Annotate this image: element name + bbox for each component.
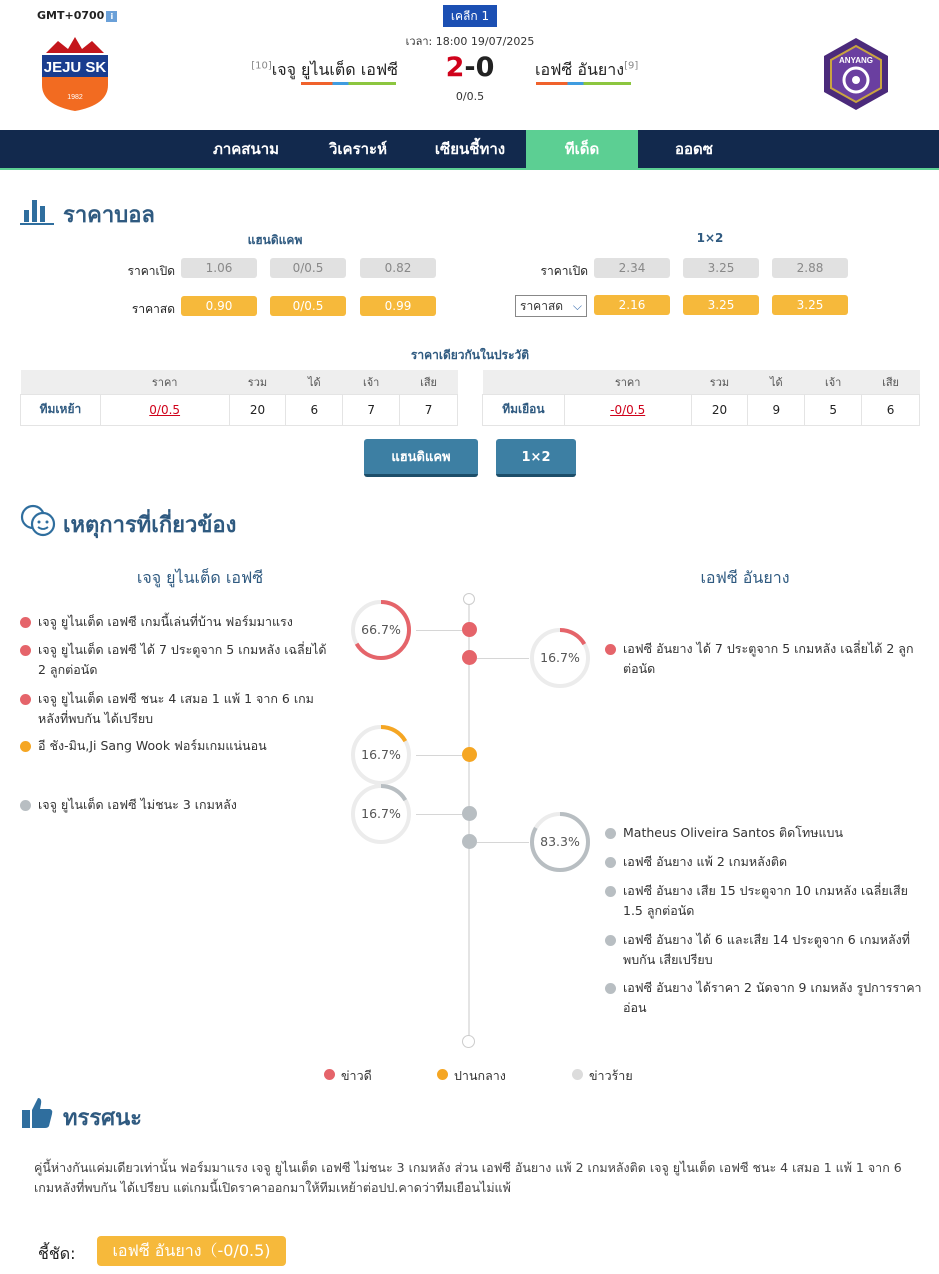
col-header: ได้: [286, 370, 343, 394]
chat-faces-icon: [20, 504, 56, 542]
1x2-live-draw: 3.25: [683, 295, 759, 315]
history-loss: 6: [862, 394, 920, 425]
col-header: ได้: [748, 370, 805, 394]
event-item: อี ชัง-มิน,Ji Sang Wook ฟอร์มเกมแน่นอน: [38, 738, 267, 753]
history-price-link[interactable]: -0/0.5: [564, 394, 691, 425]
gauge-label-home-good: 66.7%: [361, 622, 401, 637]
table-row: [483, 394, 920, 425]
timezone-label: GMT+0700 i: [37, 9, 117, 22]
history-loss: 7: [400, 394, 458, 425]
1x2-live-away: 3.25: [772, 295, 848, 315]
home-logo-year: 1982: [67, 94, 83, 101]
opinion-section-title: ทรรศนะ: [63, 1106, 142, 1131]
event-item: เอฟซี อันยาง แพ้ 2 เกมหลังติด: [623, 854, 788, 869]
odds-section-title: ราคาบอล: [63, 203, 155, 228]
row-label: ทีมเยือน: [483, 394, 565, 425]
main-nav: [0, 130, 939, 170]
timeline-node-home-neutral: [462, 747, 477, 762]
home-team-logo[interactable]: [38, 35, 112, 111]
bad-news-dot: [20, 800, 31, 811]
nav-tab-tips[interactable]: ทีเด็ด: [526, 130, 638, 168]
bad-news-dot: [605, 935, 616, 946]
good-news-dot: [20, 694, 31, 705]
events-home-title: เจจู ยูไนเต็ด เอฟซี: [136, 568, 264, 587]
timeline-node-away-good: [462, 650, 477, 665]
good-news-dot: [20, 645, 31, 656]
col-header: [21, 370, 101, 394]
gauge-label-home-neutral: 16.7%: [361, 747, 401, 762]
1x2-heading: 1×2: [696, 231, 724, 245]
connector-line: [416, 814, 462, 815]
event-item: เจจู ยูไนเต็ด เอฟซี เกมนี้เล่นที่บ้าน ฟอร์มมาแรง: [38, 614, 293, 629]
handicap-live-line: 0/0.5: [270, 296, 346, 316]
handicap-open-line: 0/0.5: [270, 258, 346, 278]
events-away-title: เอฟซี อันยาง: [700, 568, 790, 587]
col-header: เสีย: [862, 370, 920, 394]
event-item: เจจู ยูไนเต็ด เอฟซี ได้ 7 ประตูจาก 5 เกมหลัง เฉลี่ยได้ 2 ลูกต่อนัด: [38, 642, 327, 677]
event-item: เอฟซี อันยาง เสีย 15 ประตูจาก 10 เกมหลัง เฉลี่ยเสีย 1.5 ลูกต่อนัด: [623, 883, 908, 918]
handicap-live-home: 0.90: [181, 296, 257, 316]
connector-line: [416, 630, 462, 631]
opinion-text: คู่นี้ห่างกันแค่มเดียวเท่านั้น ฟอร์มมาแรง เจจู ยูไนเต็ด เอฟซี ไม่ชนะ 3 เกมหลัง ส่วน เอฟซี อันยาง แพ้ 2 เกมหลังติด เจจู ยูไนเต็ด เอฟซี ชนะ 4 เสมอ 1 แพ้ 1 จาก 6 เกมหลังที่พบกัน ได้เปรียบ แต่เกมนี้เปิดราคาออกมาให้ทีมเหย้าต่อปป.คาดว่าทีมเยือนไม่แพ้: [34, 1160, 902, 1195]
info-icon[interactable]: i: [106, 11, 117, 22]
gauge-label-away-good: 16.7%: [540, 650, 580, 665]
handicap-open-away: 0.82: [360, 258, 436, 278]
connector-line: [416, 755, 462, 756]
legend-bad: ข่าวร้าย: [572, 1066, 633, 1086]
1x2-open-home: 2.34: [594, 258, 670, 278]
legend-bad-dot: [572, 1069, 583, 1080]
nav-tab-field[interactable]: ภาคสนาม: [212, 140, 280, 158]
col-header: ราคา: [564, 370, 691, 394]
col-header: ราคา: [100, 370, 229, 394]
1x2-open-label: ราคาเปิด: [540, 264, 588, 278]
good-news-dot: [605, 644, 616, 655]
history-total: 20: [691, 394, 748, 425]
good-news-dot: [20, 617, 31, 628]
handicap-live-away: 0.99: [360, 296, 436, 316]
timeline-node-home-good: [462, 622, 477, 637]
match-score: 2-0: [445, 52, 495, 83]
pick-label: ชี้ชัด:: [38, 1244, 76, 1263]
handicap-live-label: ราคาสด: [131, 302, 175, 316]
legend-good-dot: [324, 1069, 335, 1080]
1x2-open-draw: 3.25: [683, 258, 759, 278]
1x2-open-away: 2.88: [772, 258, 848, 278]
1x2-live-home: 2.16: [594, 295, 670, 315]
col-header: เสีย: [400, 370, 458, 394]
odds-type-select[interactable]: ราคาสด ⌵: [515, 295, 587, 317]
timeline-node-away-bad: [462, 834, 477, 849]
bad-news-dot: [605, 886, 616, 897]
gauge-label-home-bad: 16.7%: [361, 806, 401, 821]
handicap-button[interactable]: แฮนดิแคพ: [364, 439, 478, 477]
handicap-open-home: 1.06: [181, 258, 257, 278]
bad-news-dot: [605, 983, 616, 994]
1x2-button[interactable]: 1×2: [496, 439, 576, 477]
event-item: เจจู ยูไนเต็ด เอฟซี ไม่ชนะ 3 เกมหลัง: [38, 797, 237, 812]
col-header: รวม: [229, 370, 286, 394]
timeline-start-node: [463, 593, 475, 605]
chevron-down-icon: ⌵: [572, 299, 582, 313]
neutral-news-dot: [20, 741, 31, 752]
nav-tab-analysis[interactable]: วิเคราะห์: [328, 140, 387, 158]
history-table-home: [20, 370, 458, 426]
bad-news-dot: [605, 828, 616, 839]
history-table-away: [482, 370, 920, 426]
legend-good: ข่าวดี: [324, 1066, 372, 1086]
home-logo-text: JEJU SK: [43, 59, 107, 76]
history-title: ราคาเดียวกันในประวัติ: [410, 348, 530, 362]
event-item: เอฟซี อันยาง ได้ 6 และเสีย 14 ประตูจาก 6 เกมหลังที่พบกัน เสียเปรียบ: [623, 932, 910, 967]
event-item: เอฟซี อันยาง ได้ 7 ประตูจาก 5 เกมหลัง เฉลี่ยได้ 2 ลูกต่อนัด: [623, 641, 914, 676]
handicap-heading: แฮนดิแคพ: [247, 233, 303, 247]
table-row: [21, 394, 458, 425]
history-draw: 5: [805, 394, 862, 425]
timeline-end-node: [462, 1035, 475, 1048]
away-team-color-bar: [536, 82, 631, 85]
event-item: Matheus Oliveira Santos ติดโทษแบน: [623, 825, 844, 840]
nav-tab-odds[interactable]: ออดซ: [675, 140, 713, 158]
legend-neutral: ปานกลาง: [437, 1066, 506, 1086]
row-label: ทีมเหย้า: [21, 394, 101, 425]
thumbs-up-icon: [20, 1096, 54, 1134]
away-team-name[interactable]: เอฟซี อันยาง[9]: [535, 60, 639, 79]
history-win: 6: [286, 394, 343, 425]
connector-line: [477, 658, 529, 659]
history-total: 20: [229, 394, 286, 425]
away-logo-text: ANYANG: [839, 56, 873, 65]
timeline-node-home-bad: [462, 806, 477, 821]
match-time: เวลา: 18:00 19/07/2025: [405, 35, 535, 48]
bar-chart-icon: [20, 196, 54, 230]
history-win: 9: [748, 394, 805, 425]
col-header: รวม: [691, 370, 748, 394]
history-draw: 7: [343, 394, 400, 425]
events-section-title: เหตุการที่เกี่ยวข้อง: [63, 513, 237, 538]
legend-neutral-dot: [437, 1069, 448, 1080]
league-badge[interactable]: เคลีก 1: [443, 5, 497, 27]
away-team-logo[interactable]: [818, 36, 894, 112]
pick-badge: เอฟซี อันยาง（-0/0.5): [97, 1236, 286, 1266]
handicap-line: 0/0.5: [455, 90, 485, 103]
home-team-color-bar: [301, 82, 396, 85]
home-team-name[interactable]: [10]เจจู ยูไนเต็ด เอฟซี: [251, 60, 398, 79]
nav-tab-expert[interactable]: เซียนชี้ทาง: [434, 140, 506, 158]
connector-line: [477, 842, 529, 843]
gauge-label-away-bad: 83.3%: [540, 834, 580, 849]
event-item: เอฟซี อันยาง ได้ราคา 2 นัดจาก 9 เกมหลัง รูปการราคาอ่อน: [623, 980, 922, 1015]
event-item: เจจู ยูไนเต็ด เอฟซี ชนะ 4 เสมอ 1 แพ้ 1 จาก 6 เกมหลังที่พบกัน ได้เปรียบ: [38, 691, 314, 726]
col-header: เจ้า: [805, 370, 862, 394]
history-price-link[interactable]: 0/0.5: [100, 394, 229, 425]
col-header: เจ้า: [343, 370, 400, 394]
bad-news-dot: [605, 857, 616, 868]
col-header: [483, 370, 565, 394]
handicap-open-label: ราคาเปิด: [127, 264, 175, 278]
